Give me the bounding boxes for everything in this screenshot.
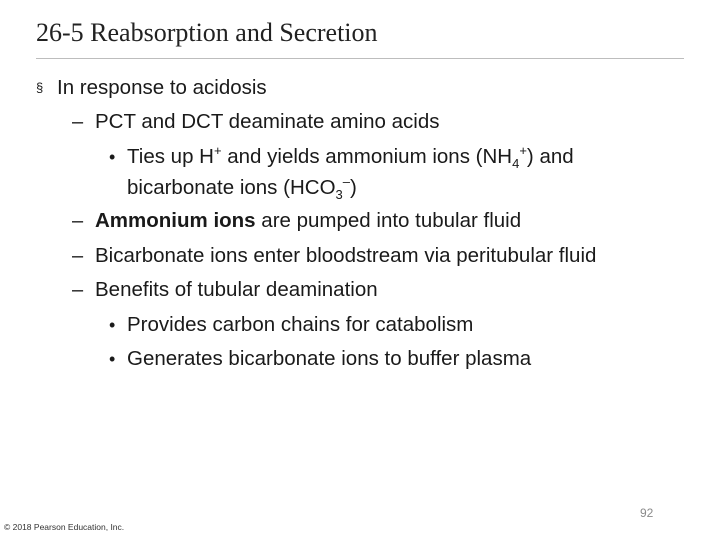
bullet-level2-text: Benefits of tubular deamination: [95, 278, 378, 301]
bullet-level2-text: [95, 204, 521, 238]
dash-bullet-icon: –: [72, 210, 84, 232]
dash-bullet-icon: –: [72, 245, 84, 267]
subscript: 3: [335, 187, 343, 203]
superscript: +: [213, 143, 222, 159]
bullet-level1-text: In response to acidosis: [57, 76, 267, 99]
text-segment: and yields ammonium ions (NH: [221, 145, 513, 168]
dot-bullet-icon: •: [109, 349, 116, 369]
dash-bullet-icon: –: [72, 111, 84, 133]
text-segment: bicarbonate ions (HCO: [127, 176, 336, 199]
subscript: 4: [512, 156, 520, 172]
superscript: –: [342, 174, 350, 190]
text-segment: ) and: [526, 145, 574, 168]
dot-bullet-icon: •: [109, 147, 116, 167]
square-bullet-icon: §: [36, 80, 44, 95]
bullet-level2-text: PCT and DCT deaminate amino acids: [95, 110, 440, 133]
copyright-footer: © 2018 Pearson Education, Inc.: [4, 522, 125, 532]
dot-bullet-icon: •: [109, 315, 116, 335]
slide-title: 26-5 Reabsorption and Secretion: [36, 18, 378, 47]
bullet-level3-text: [127, 140, 574, 174]
bullet-level2-text: Bicarbonate ions enter bloodstream via peritubular fluid: [95, 244, 597, 267]
bullet-level3-continuation: [127, 171, 357, 205]
text-segment: are pumped into tubular fluid: [255, 209, 522, 232]
text-segment: Ties up H: [127, 145, 214, 168]
page-number: 92: [640, 506, 654, 520]
title-divider: [36, 58, 684, 59]
bullet-level3-text: Generates bicarbonate ions to buffer plasma: [127, 347, 532, 370]
superscript: +: [519, 143, 527, 159]
bold-term: Ammonium ions: [95, 209, 256, 232]
text-segment: ): [349, 176, 357, 199]
dash-bullet-icon: –: [72, 279, 84, 301]
bullet-level3-text: Provides carbon chains for catabolism: [127, 313, 474, 336]
